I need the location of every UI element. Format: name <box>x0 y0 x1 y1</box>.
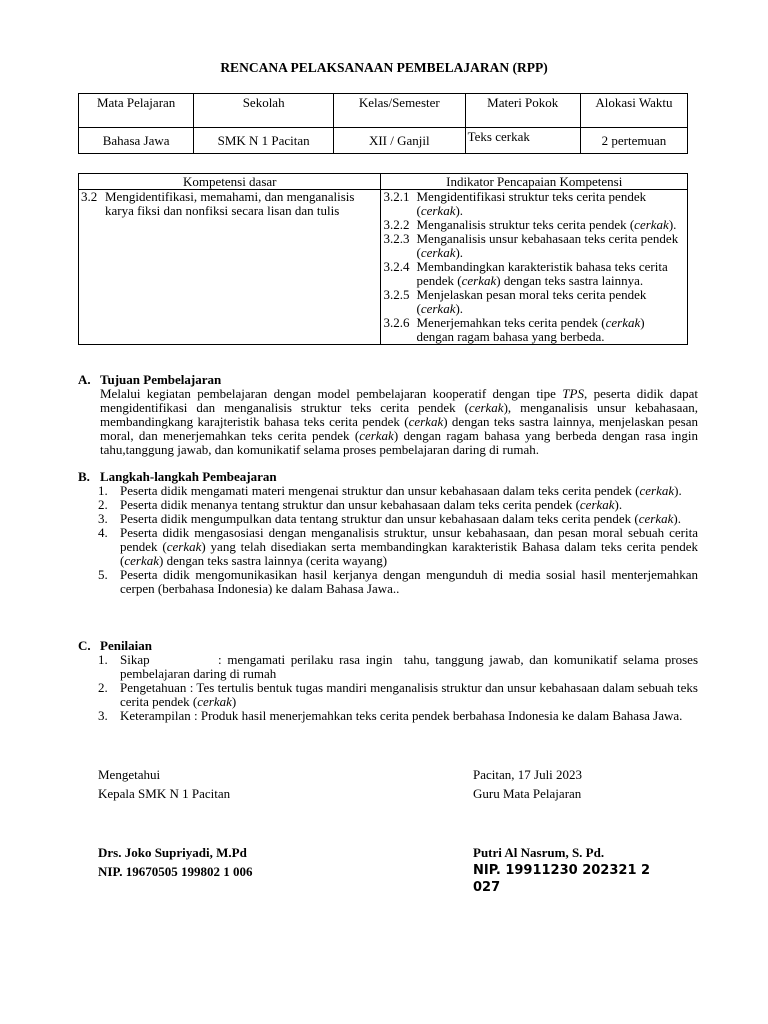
indicator-text: Membandingkan karakteristik bahasa teks cerita pendek (cerkak) dengan teks sastra lainnya. <box>416 259 668 288</box>
kompetensi-dasar-cell <box>79 190 381 345</box>
sig-left-nip: NIP. 19670505 199802 1 006 <box>98 864 253 879</box>
indicator-item <box>383 218 685 232</box>
list-number: 4. <box>98 525 108 540</box>
header-indikator: Indikator Pencapaian Kompetensi <box>381 174 688 190</box>
list-item <box>78 498 698 512</box>
value-sekolah: SMK N 1 Pacitan <box>194 128 334 154</box>
info-table <box>78 93 688 154</box>
sig-right-nip-line1: NIP. 19911230 202321 2 <box>473 863 651 878</box>
list-item-text: Peserta didik menanya tentang struktur dan unsur kebahasaan dalam teks cerita pendek (cerkak). <box>120 497 623 512</box>
list-item-text: Peserta didik mengamati materi mengenai struktur dan unsur kebahasaan dalam teks cerita pendek (cerkak). <box>120 483 682 498</box>
section-title: Langkah-langkah Pembeajaran <box>100 469 277 484</box>
header-kelas-semester: Kelas/Semester <box>334 94 466 128</box>
list-item-text: Pengetahuan : Tes tertulis bentuk tugas mandiri menganalisis struktur dan unsur kebahasaan dalam sebuah teks cerita pendek (cerkak) <box>120 680 698 709</box>
value-alokasi-waktu: 2 pertemuan <box>580 128 687 154</box>
info-header-row <box>79 94 688 128</box>
indicator-number: 3.2.1 <box>383 189 410 204</box>
header-sekolah: Sekolah <box>194 94 334 128</box>
list-item <box>78 568 698 596</box>
indicator-number: 3.2.5 <box>383 287 410 302</box>
value-materi-pokok: Teks cerkak <box>465 128 580 154</box>
list-number: 5. <box>98 567 108 582</box>
sig-left-line2: Kepala SMK N 1 Pacitan <box>98 786 231 801</box>
list-item-text: Peserta didik mengomunikasikan hasil kerjanya dengan mengunduh di media sosial hasil menterjemahkan cerpen (berbahasa Indonesia) ke dalam Bahasa Jawa.. <box>120 567 698 596</box>
indicator-text: Mengidentifikasi struktur teks cerita pendek (cerkak). <box>416 189 647 218</box>
list-number: 2. <box>98 680 108 695</box>
list-number: 1. <box>98 652 108 667</box>
list-item <box>78 512 698 526</box>
list-item <box>78 652 702 681</box>
signature-right <box>473 765 650 896</box>
indicator-number: 3.2.6 <box>383 315 410 330</box>
indikator-cell <box>381 190 688 345</box>
indicator-number: 3.2.4 <box>383 259 410 274</box>
section-penilaian <box>78 638 702 723</box>
indicator-number: 3.2.3 <box>383 231 410 246</box>
info-value-row <box>79 128 688 154</box>
section-title: Penilaian <box>100 638 153 653</box>
langkah-list <box>78 484 698 596</box>
list-item <box>78 484 698 498</box>
indicator-item <box>383 190 685 218</box>
list-item <box>78 709 698 723</box>
indicator-item <box>383 260 685 288</box>
indicator-text: Menjelaskan pesan moral teks cerita pendek (cerkak). <box>416 287 647 316</box>
kompetensi-header-row <box>79 174 688 190</box>
indicator-item <box>383 232 685 260</box>
section-heading <box>78 373 698 387</box>
sig-left-line1: Mengetahui <box>98 767 161 782</box>
header-mata-pelajaran: Mata Pelajaran <box>79 94 194 128</box>
indicator-text: Menganalisis struktur teks cerita pendek (cerkak). <box>416 217 677 232</box>
indicator-text: Menganalisis unsur kebahasaan teks cerita pendek (cerkak). <box>416 231 679 260</box>
sig-right-name: Putri Al Nasrum, S. Pd. <box>473 845 605 860</box>
indicator-number: 3.2.2 <box>383 217 410 232</box>
section-letter: C. <box>78 638 91 653</box>
document-title: RENCANA PELAKSANAAN PEMBELAJARAN (RPP) <box>220 60 548 75</box>
section-title: Tujuan Pembelajaran <box>100 372 222 387</box>
list-number: 3. <box>98 708 108 723</box>
section-letter: B. <box>78 469 90 484</box>
indicator-item <box>383 288 685 316</box>
tujuan-paragraph: Melalui kegiatan pembelajaran dengan model pembelajaran kooperatif dengan tipe TPS, peserta didik dapat mengidentifikasi dan menganalisis struktur teks cerita pendek (cerkak), menganalisis unsur kebahasaan, membandingkang karajteristik bahasa teks cerita pendek (cerkak) dengan teks sastra lainnya, menjelaskan pesan moral, dan menerjemahkan teks cerita pendek (cerkak) dengan ragam bahasa yang berbeda dengan rasa ingin tahu,tanggung jawab, dan komunikatif selama proses pembelajaran daring di rumah. <box>100 386 699 457</box>
section-heading <box>78 639 698 653</box>
value-mata-pelajaran: Bahasa Jawa <box>79 128 194 154</box>
kd-number: 3.2 <box>81 189 98 204</box>
signature-left <box>98 765 252 881</box>
header-materi-pokok: Materi Pokok <box>465 94 580 128</box>
kompetensi-table <box>78 173 688 345</box>
section-langkah <box>78 470 698 596</box>
list-item-text: Keterampilan : Produk hasil menerjemahkan teks cerita pendek berbahasa Indonesia ke dalam Bahasa Jawa. <box>120 708 683 723</box>
list-item-text: Sikap : mengamati perilaku rasa ingin tahu, tanggung jawab, dan komunikatif selama proses pembelajaran daring di rumah <box>120 652 702 681</box>
list-number: 3. <box>98 511 108 526</box>
kompetensi-content-row <box>79 190 688 345</box>
sig-left-name: Drs. Joko Supriyadi, M.Pd <box>98 845 247 860</box>
list-number: 2. <box>98 497 108 512</box>
penilaian-list <box>78 652 702 723</box>
indicator-item <box>383 316 685 344</box>
sig-right-line1: Pacitan, 17 Juli 2023 <box>473 767 583 782</box>
list-number: 1. <box>98 483 108 498</box>
section-heading <box>78 470 698 484</box>
section-tujuan <box>78 373 698 457</box>
indicator-text: Menerjemahkan teks cerita pendek (cerkak) dengan ragam bahasa yang berbeda. <box>416 315 645 344</box>
sig-right-line2: Guru Mata Pelajaran <box>473 786 582 801</box>
list-item-text: Peserta didik mengumpulkan data tentang struktur dan unsur kebahasaan dalam teks cerita pendek (cerkak). <box>120 511 681 526</box>
list-item-text: Peserta didik mengasosiasi dengan menganalisis struktur, unsur kebahasaan, dan pesan moral sebuah cerita pendek (cerkak) yang telah disediakan serta membandingkan karakteristik Bahasa dalam teks cerita pendek (cerkak) dengan teks sastra lainnya (cerita wayang) <box>120 525 699 568</box>
list-item <box>78 526 698 568</box>
kd-text: Mengidentifikasi, memahami, dan menganalisis karya fiksi dan nonfiksi secara lisan dan tulis <box>105 189 355 218</box>
kd-item <box>81 190 378 218</box>
list-item <box>78 681 698 709</box>
value-kelas-semester: XII / Ganjil <box>334 128 466 154</box>
sig-right-nip-line2: 027 <box>473 880 501 895</box>
header-alokasi-waktu: Alokasi Waktu <box>580 94 687 128</box>
section-letter: A. <box>78 372 91 387</box>
header-kompetensi-dasar: Kompetensi dasar <box>79 174 381 190</box>
